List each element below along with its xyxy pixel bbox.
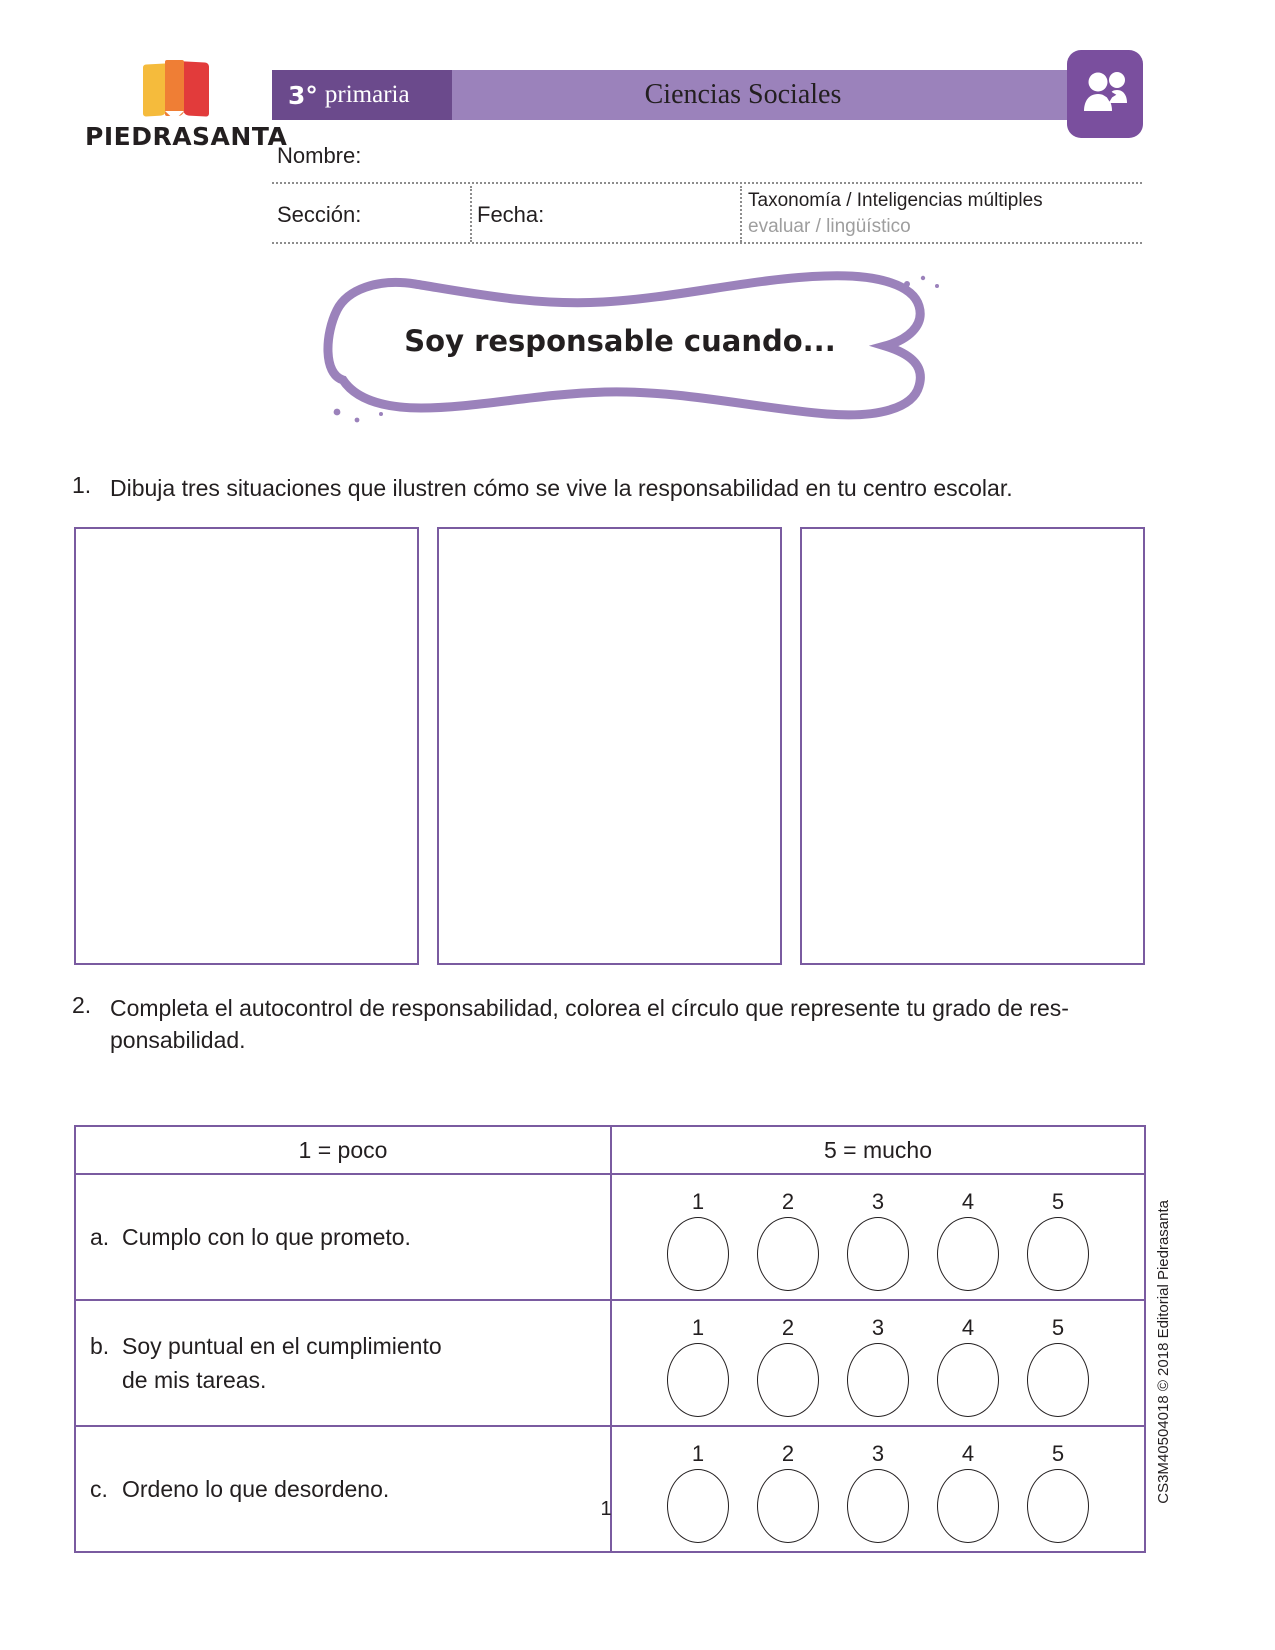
activity-2-text-line1: Completa el autocontrol de responsabilidad, colorea el círculo que represente tu grado de res-: [110, 995, 1069, 1021]
worksheet-title-bubble: [285, 262, 955, 427]
publisher-logo: [85, 58, 288, 151]
grade-band: [272, 70, 452, 120]
scale-option-a-3[interactable]: [841, 1189, 915, 1291]
scale-circle[interactable]: [667, 1343, 729, 1417]
open-book-icon: [143, 58, 217, 116]
table-header-row: [75, 1126, 1145, 1174]
statement-cell-c: [75, 1426, 611, 1552]
activity-1-number: 1.: [72, 472, 92, 498]
scale-circle[interactable]: [937, 1217, 999, 1291]
scale-number: 3: [871, 1441, 885, 1466]
statement-letter-c: c.: [90, 1476, 108, 1502]
scale-option-a-2[interactable]: [751, 1189, 825, 1291]
scale-circle[interactable]: [757, 1217, 819, 1291]
scale-circle[interactable]: [847, 1343, 909, 1417]
grade-word: primaria: [324, 81, 410, 108]
scale-option-b-1[interactable]: [661, 1315, 735, 1417]
scale-option-a-5[interactable]: [1021, 1189, 1095, 1291]
scale-number: 2: [781, 1441, 795, 1466]
scale-number: 5: [1051, 1189, 1065, 1214]
scale-option-b-3[interactable]: [841, 1315, 915, 1417]
scale-option-b-5[interactable]: [1021, 1315, 1095, 1417]
subject-title: Ciencias Sociales: [644, 79, 842, 110]
activity-1-text: Dibuja tres situaciones que ilustren cómo se vive la responsabilidad en tu centro escolar.: [110, 475, 1013, 501]
scale-number: 1: [691, 1315, 705, 1340]
scale-cell-c: [611, 1426, 1145, 1552]
section-label: Sección:: [277, 202, 362, 227]
date-taxonomy-divider: [740, 186, 742, 242]
statement-text-a: Cumplo con lo que prometo.: [122, 1224, 411, 1250]
scale-number: 4: [961, 1315, 975, 1340]
drawing-area-1[interactable]: [74, 527, 419, 965]
scale-number: 5: [1051, 1315, 1065, 1340]
statement-text-c: Ordeno lo que desordeno.: [122, 1476, 390, 1502]
drawing-area-3[interactable]: [800, 527, 1145, 965]
activity-2-number: 2.: [72, 992, 92, 1018]
scale-circle[interactable]: [1027, 1217, 1089, 1291]
subject-band: [452, 70, 1100, 120]
scale-circle[interactable]: [847, 1217, 909, 1291]
scale-option-b-2[interactable]: [751, 1315, 825, 1417]
scale-number: 2: [781, 1315, 795, 1340]
name-label: Nombre:: [277, 143, 362, 168]
activity-2-text-line2: ponsabilidad.: [110, 1027, 246, 1053]
statement-cell-a: [75, 1174, 611, 1300]
scale-number: 1: [691, 1441, 705, 1466]
scale-number: 2: [781, 1189, 795, 1214]
table-row: [75, 1426, 1145, 1552]
header-scale-high: 5 = mucho: [611, 1126, 1145, 1174]
scale-option-c-4[interactable]: [931, 1441, 1005, 1543]
bottom-rule: [272, 242, 1142, 244]
scale-cell-b: [611, 1300, 1145, 1426]
scale-cell-a: [611, 1174, 1145, 1300]
table-row: [75, 1300, 1145, 1426]
statement-letter-a: a.: [90, 1224, 110, 1250]
taxonomy-sublabel: evaluar / lingüístico: [748, 216, 911, 237]
header-scale-low: 1 = poco: [75, 1126, 611, 1174]
scale-option-c-3[interactable]: [841, 1441, 915, 1543]
statement-cell-b: [75, 1300, 611, 1426]
grade-number: 3°: [288, 80, 318, 110]
scale-option-a-1[interactable]: [661, 1189, 735, 1291]
statement-letter-b: b.: [90, 1333, 110, 1359]
scale-number: 4: [961, 1441, 975, 1466]
scale-option-c-2[interactable]: [751, 1441, 825, 1543]
page-number: 1: [600, 1498, 612, 1520]
scale-option-b-4[interactable]: [931, 1315, 1005, 1417]
self-assessment-table: [74, 1125, 1146, 1553]
date-label: Fecha:: [477, 202, 545, 227]
page-header: [0, 0, 1275, 250]
scale-number: 5: [1051, 1441, 1065, 1466]
page-title: Soy responsable cuando...: [404, 324, 836, 358]
scale-option-a-4[interactable]: [931, 1189, 1005, 1291]
scale-option-c-5[interactable]: [1021, 1441, 1095, 1543]
section-date-divider: [470, 186, 472, 242]
scale-option-c-1[interactable]: [661, 1441, 735, 1543]
scale-number: 3: [871, 1189, 885, 1214]
scale-circle[interactable]: [757, 1343, 819, 1417]
scale-circle[interactable]: [937, 1343, 999, 1417]
copyright-credit: CS3M40504018 © 2018 Editorial Piedrasanta: [1155, 1200, 1172, 1504]
taxonomy-label: Taxonomía / Inteligencias múltiples: [748, 190, 1043, 211]
scale-circle[interactable]: [667, 1217, 729, 1291]
statement-text-b: Soy puntual en el cumplimiento de mis tareas.: [122, 1333, 442, 1393]
table-row: [75, 1174, 1145, 1300]
scale-number: 4: [961, 1189, 975, 1214]
scale-number: 1: [691, 1189, 705, 1214]
scale-circle[interactable]: [1027, 1343, 1089, 1417]
name-rule: [272, 182, 1142, 184]
publisher-name: PIEDRASANTA: [85, 122, 288, 151]
people-icon: [1067, 50, 1143, 138]
scale-number: 3: [871, 1315, 885, 1340]
drawing-area-2[interactable]: [437, 527, 782, 965]
